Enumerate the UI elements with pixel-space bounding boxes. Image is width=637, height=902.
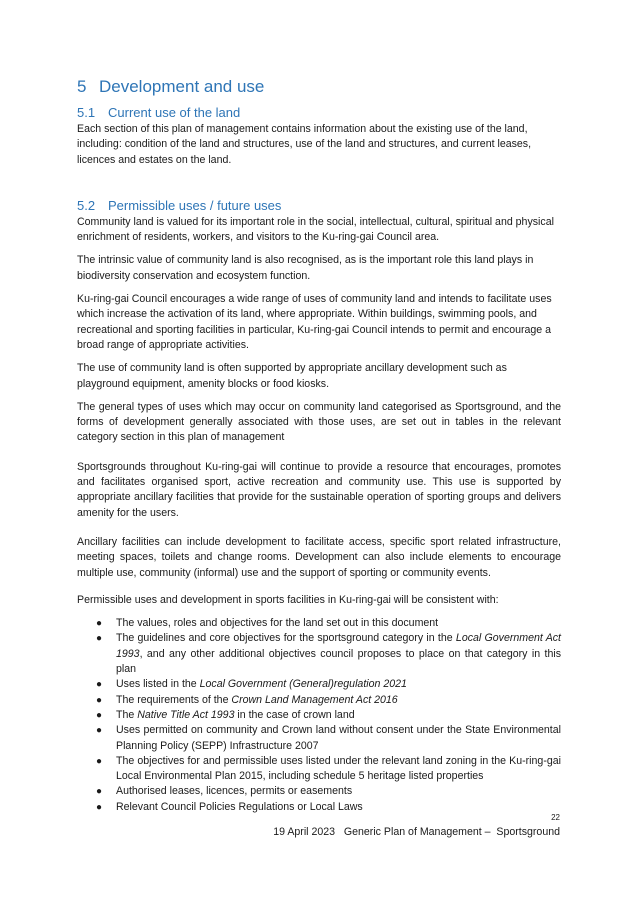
list-item: ● The objectives for and permissible uses listed under the relevant land zoning in the Ku-ring-gai Local Environmental Plan 2015, including schedule 5 heritage listed properties — [96, 754, 561, 783]
bullet-icon: ● — [96, 786, 103, 798]
paragraph: Ku-ring-gai Council encourages a wide range of uses of community land and intends to facilitate uses which increase the activation of its land, where appropriate. Within buildings, swimming pools, and recreational and sporting facilities in particular, Ku-ring-gai Council intends to permit and encourage a broad range of appropriate activities. — [77, 293, 552, 351]
section-title: Development and use — [99, 77, 265, 96]
list-item: ● Uses listed in the Local Government (General)regulation 2021 — [77, 677, 561, 692]
paragraph: The general types of uses which may occur on community land categorised as Sportsground, and the forms of development generally associated with those uses, are set out in tables in the relevant category section in this plan of management — [77, 400, 561, 444]
paragraph: The use of community land is often supported by appropriate ancillary development such as playground equipment, amenity blocks or food kiosks. — [77, 362, 507, 390]
page-number: 22 — [551, 813, 560, 822]
paragraph: Sportsgrounds throughout Ku-ring-gai will continue to provide a resource that encourages, promotes and facilitates organised sport, active recreation and community use. This use is supported by appropriate ancillary facilities that provide for the sustainable operation of sporting groups and delivers amenity for the users. — [77, 460, 561, 519]
bullet-icon: ● — [96, 679, 103, 691]
footer-text: 19 April 2023 Generic Plan of Management – Sportsground — [273, 826, 560, 838]
bullet-list — [77, 616, 561, 815]
paragraph: Community land is valued for its important role in the social, intellectual, cultural, spiritual and physical enrichment of residents, workers, and visitors to the Ku-ring-gai Council area. — [77, 215, 554, 244]
list-item: ● Uses permitted on community and Crown land without consent under the State Environmental Planning Policy (SEPP) Infrastructure 2007 — [96, 724, 561, 752]
paragraph: Ancillary facilities can include development to facilitate access, specific sport related infrastructure, meeting spaces, toilets and change rooms. Development can also include elements to encourage multiple use, community (informal) use and the support of sporting or community events. — [77, 535, 561, 579]
list-item: ● The values, roles and objectives for the land set out in this document — [77, 616, 561, 631]
list-item: ● Relevant Council Policies Regulations or Local Laws — [77, 800, 561, 815]
paragraph: The intrinsic value of community land is also recognised, as is the important role this land plays in biodiversity conservation and ecosystem function. — [77, 254, 534, 282]
bullet-icon: ● — [96, 618, 103, 630]
bullet-icon: ● — [96, 801, 103, 813]
list-item: ● The Native Title Act 1993 in the case of crown land — [77, 708, 561, 723]
paragraph: Each section of this plan of management contains information about the existing use of the land, including: condition of the land and structures, use of the land and structures, and current leases, licences and estates on the land. — [77, 123, 532, 166]
bullet-icon: ● — [96, 725, 103, 737]
section-number: 5.2 — [77, 197, 96, 213]
list-item: ● Authorised leases, licences, permits or easements — [77, 784, 561, 799]
list-item: ● The guidelines and core objectives for the sportsground category in the Local Government Act 1993, and any other additional objectives council proposes to place on that category in this plan — [96, 632, 562, 676]
list-item: ● The requirements of the Crown Land Management Act 2016 — [77, 693, 561, 708]
section-number: 5.1 — [77, 105, 96, 120]
bullet-icon: ● — [96, 709, 103, 721]
bullet-icon: ● — [96, 755, 103, 767]
section-number: 5 — [77, 77, 87, 96]
page-footer — [273, 812, 560, 840]
bullet-icon: ● — [96, 694, 103, 706]
section-5-1-heading — [77, 104, 561, 121]
section-5-heading — [77, 76, 561, 98]
page-body — [77, 76, 561, 815]
paragraph: Permissible uses and development in sports facilities in Ku-ring-gai will be consistent with: — [77, 593, 499, 606]
bullet-icon: ● — [96, 633, 103, 645]
section-title: Permissible uses / future uses — [108, 197, 282, 213]
section-title: Current use of the land — [108, 105, 241, 120]
section-5-2-heading — [77, 197, 561, 214]
